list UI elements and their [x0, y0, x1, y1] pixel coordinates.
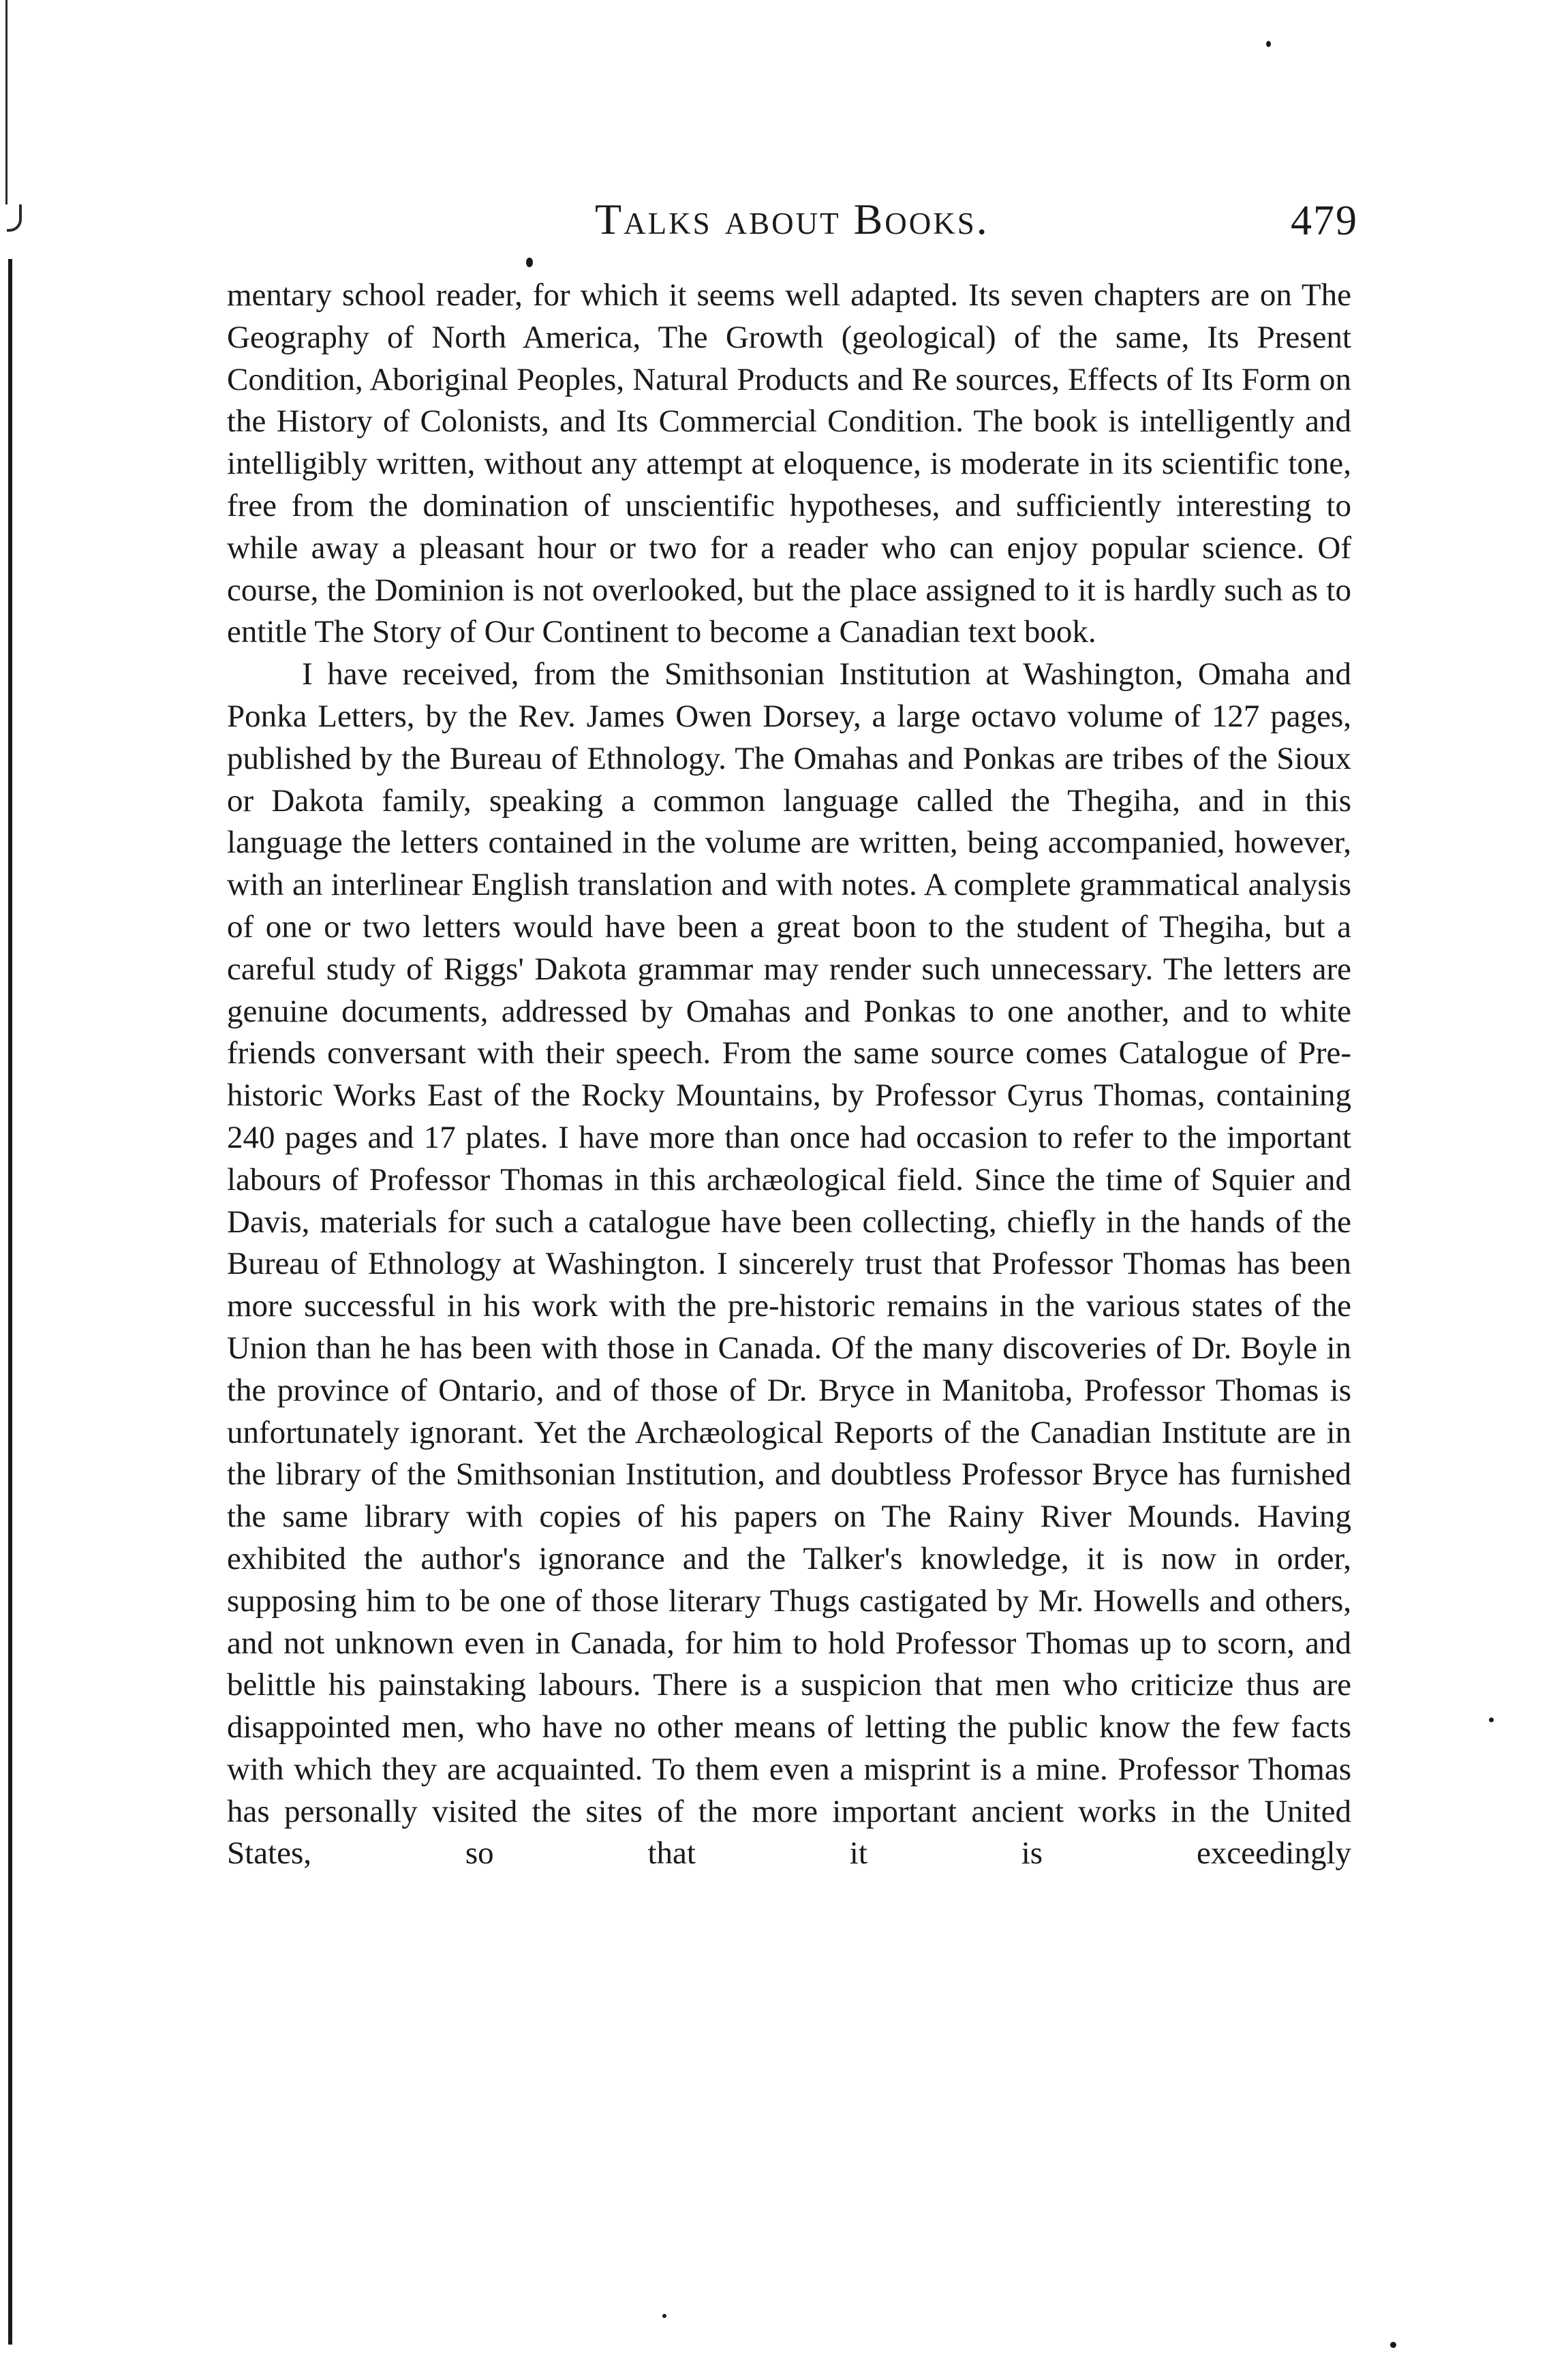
binding-edge: [8, 259, 12, 2345]
scan-speck: [1390, 2342, 1396, 2348]
scan-speck: [662, 2314, 666, 2318]
page-number: 479: [1291, 198, 1358, 244]
scan-speck: [1266, 41, 1271, 47]
binding-edge-top: [5, 0, 7, 204]
scan-speck: [1489, 1718, 1494, 1722]
body-text: [227, 275, 1351, 1875]
paragraph-smithsonian: I have received, from the Smithsonian Institution at Washington, Omaha and Ponka Letters, by the Rev. James Owen Dorsey, a large octavo volume of 127 pages, published by the Bureau of Ethnology. The Omahas and Ponkas are tribes of the Sioux or Dakota family, speaking a common language called the Thegiha, and in this language the letters contained in the volume are written, being accompanied, however, with an interlinear English translation and with notes. A complete grammatical analysis of one or two letters would have been a great boon to the student of Thegiha, but a careful study of Riggs' Dakota grammar may render such unnecessary. The letters are genuine documents, addressed by Omahas and Ponkas to one another, and to white friends conversant with their speech. From the same source comes Catalogue of Pre-historic Works East of the Rocky Mountains, by Professor Cyrus Thomas, containing 240 pages and 17 plates. I have more than once had occasion to refer to the important labours of Professor Thomas in this archæological field. Since the time of Squier and Davis, materials for such a catalogue have been collecting, chiefly in the hands of the Bureau of Ethnology at Washington. I sincerely trust that Professor Thomas has been more successful in his work with the pre-historic remains in the various states of the Union than he has been with those in Canada. Of the many discoveries of Dr. Boyle in the province of Ontario, and of those of Dr. Bryce in Manitoba, Professor Thomas is unfortunately ignorant. Yet the Archæological Reports of the Canadian Institute are in the library of the Smithsonian Institution, and doubtless Professor Bryce has furnished the same library with copies of his papers on The Rainy River Mounds. Having exhibited the author's ignorance and the Talker's knowledge, it is now in order, supposing him to be one of those literary Thugs castigated by Mr. Howells and others, and not unknown even in Canada, for him to hold Professor Thomas up to scorn, and belittle his painstaking labours. There is a suspicion that men who criticize thus are disappointed men, who have no other means of letting the public know the few facts with which they are acquainted. To them even a misprint is a mine. Professor Thomas has personally visited the sites of the more important ancient works in the United States, so that it is exceedingly: [227, 656, 1351, 1872]
paragraph-continued: mentary school reader, for which it seems well adapted. Its seven chapters are on The Geography of North America, The Growth (geological) of the same, Its Present Condition, Aboriginal Peoples, Natural Products and Re sources, Effects of Its Form on the History of Colonists, and Its Commercial Condition. The book is intelligently and intelligibly written, without any attempt at eloquence, is moderate in its scientific tone, free from the domination of unscientific hypotheses, and sufficiently interesting to while away a pleasant hour or two for a reader who can enjoy popular science. Of course, the Dominion is not overlooked, but the place assigned to it is hardly such as to entitle The Story of Our Continent to become a Canadian text book.: [227, 277, 1351, 650]
binding-edge-hook: [7, 204, 22, 232]
page-header: [227, 194, 1358, 269]
running-title: Talks about Books.: [595, 195, 989, 243]
